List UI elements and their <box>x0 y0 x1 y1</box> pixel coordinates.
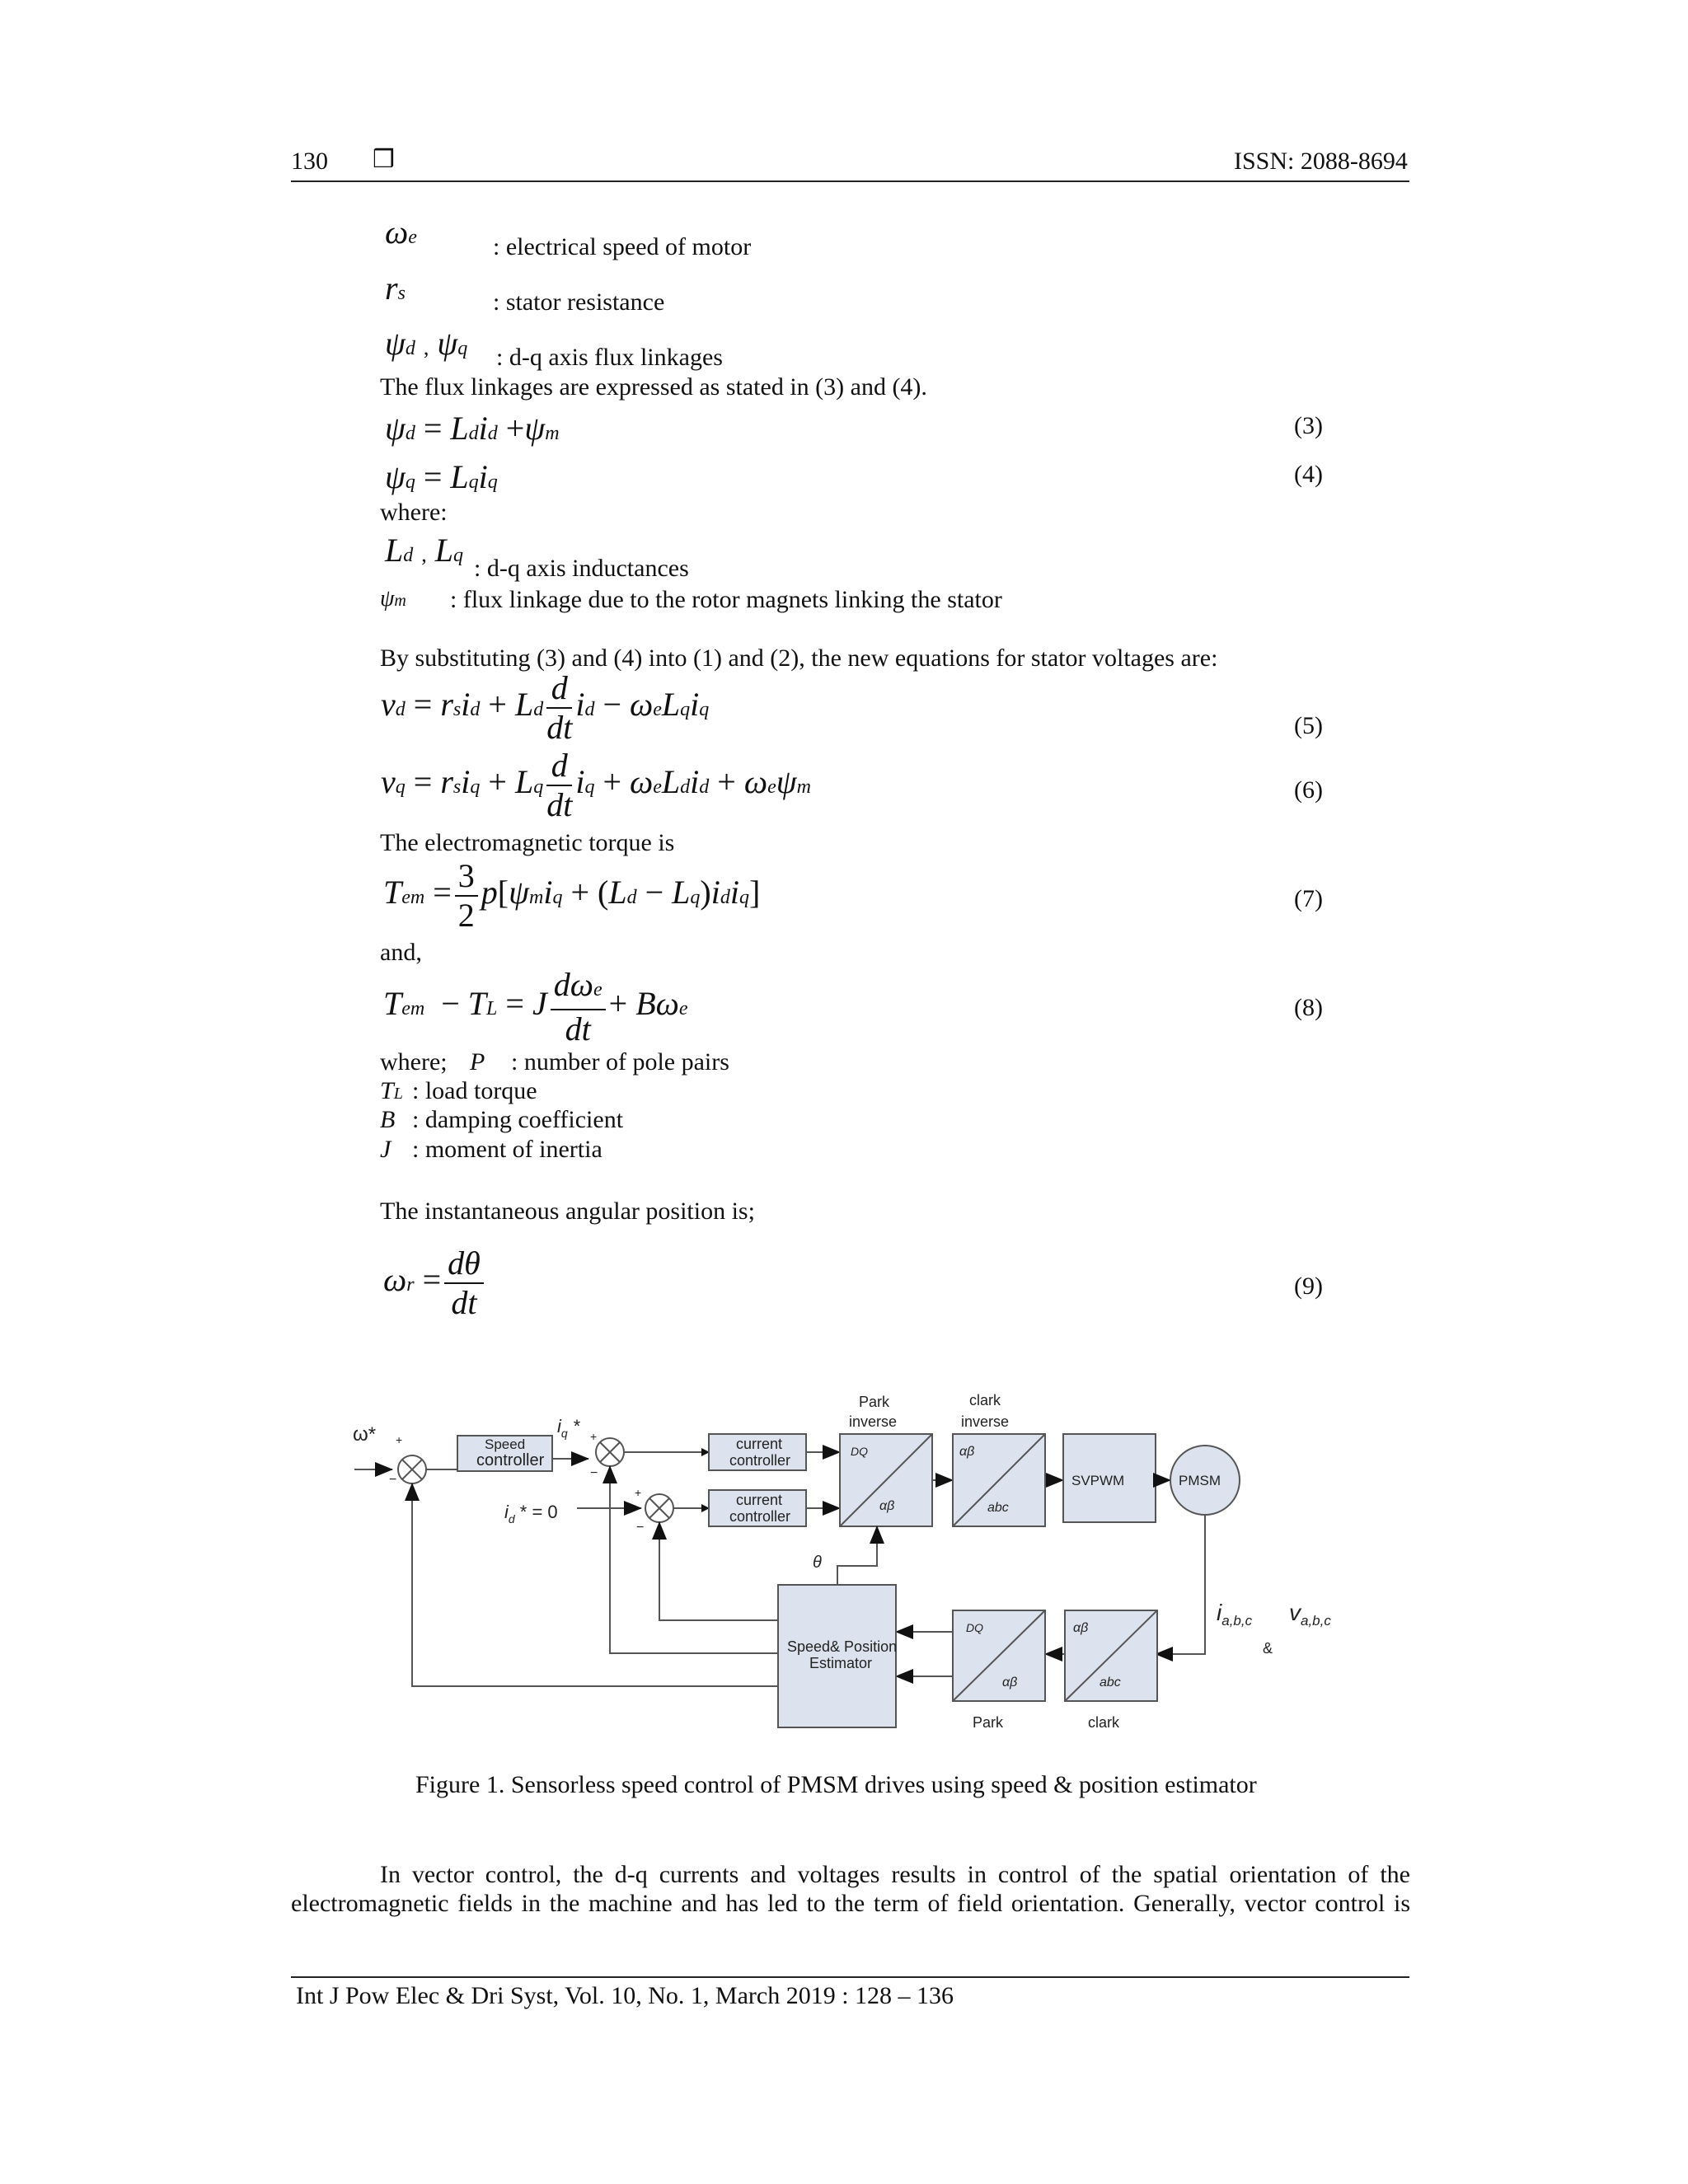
equation-6: vq = rsiq + Lq $\frac{d}{dt}$ iq + ωeLdid + ωeψm <box>381 747 811 823</box>
equation-3: ψd = Ldid +ψm <box>385 410 560 447</box>
eq-number-9: (9) <box>1294 1272 1323 1300</box>
ld-lq-desc: : d-q axis inductances <box>474 555 689 582</box>
substitute-text: By substituting (3) and (4) into (1) and (2), the new equations for stator voltages are: <box>380 644 1218 672</box>
equation-4: ψq = Lqiq <box>385 458 498 495</box>
v-abc-label: $v_{a,b,c}$ <box>1289 1600 1331 1629</box>
ld-lq-symbol: Ld , Lq <box>385 532 463 569</box>
torque-intro: The electromagnetic torque is <box>380 829 675 856</box>
estimator-label-2: Estimator <box>809 1655 873 1671</box>
park-dq: DQ <box>966 1621 983 1634</box>
equation-9: ωr = $\frac{d\theta}{dt}$ <box>383 1244 487 1322</box>
box-icon: ❒ <box>373 145 395 174</box>
plus-sign-3: + <box>635 1486 642 1499</box>
eq-number-8: (8) <box>1294 994 1323 1021</box>
park-label: Park <box>973 1714 1004 1731</box>
rs-symbol: rs <box>385 269 406 307</box>
speed-controller-label-2: controller <box>476 1451 545 1469</box>
eq-number-6: (6) <box>1294 776 1323 804</box>
eq-number-4: (4) <box>1294 461 1323 488</box>
j-symbol: J <box>380 1136 392 1163</box>
ampersand-label: & <box>1263 1640 1273 1657</box>
eq-number-7: (7) <box>1294 885 1323 912</box>
omega-e-symbol: ωe <box>385 213 417 251</box>
where-p-label: where; <box>380 1048 448 1076</box>
footer-citation: Int J Pow Elec & Dri Syst, Vol. 10, No. 1, March 2019 : 128 – 136 <box>296 1982 954 2009</box>
body-line-1: In vector control, the d-q currents and voltages results in control of the spatial orientation of the <box>380 1861 1410 1888</box>
park-inverse-label-1: Park <box>859 1394 890 1410</box>
current-controller-d-label-2: controller <box>729 1508 791 1525</box>
i-abc-label: $i_{a,b,c}$ <box>1217 1600 1253 1629</box>
speed-controller-label-1: Speed <box>485 1436 526 1452</box>
equation-5: vd = rsid + Ld $\frac{d}{dt}$ id − ωeLqiq <box>381 669 710 746</box>
minus-sign-2: − <box>590 1466 598 1480</box>
angular-text: The instantaneous angular position is; <box>380 1197 755 1225</box>
psi-m-desc: : flux linkage due to the rotor magnets linking the stator <box>450 586 1002 613</box>
clark-label: clark <box>1088 1714 1120 1731</box>
id-ref-label: $i_d$ * = 0 <box>504 1502 558 1526</box>
clark-inverse-abc: abc <box>987 1501 1009 1515</box>
clark-ab: αβ <box>1073 1621 1089 1635</box>
and-label: and, <box>380 939 422 966</box>
plus-sign-1: + <box>396 1433 403 1446</box>
clark-inverse-label-2: inverse <box>961 1413 1010 1430</box>
clark-inverse-label-1: clark <box>969 1392 1001 1408</box>
eq-number-3: (3) <box>1294 412 1323 439</box>
b-desc: : damping coefficient <box>412 1106 624 1133</box>
current-controller-q-label-1: current <box>736 1436 783 1452</box>
p-symbol: P <box>470 1048 485 1076</box>
current-controller-q-label-2: controller <box>729 1452 791 1469</box>
estimator-label-1: Speed& Position <box>787 1638 898 1655</box>
park-inverse-ab: αβ <box>879 1499 895 1513</box>
issn: ISSN: 2088-8694 <box>1234 148 1408 175</box>
theta-label: θ <box>813 1554 822 1572</box>
svpwm-label: SVPWM <box>1071 1473 1125 1488</box>
b-symbol: B <box>380 1106 396 1133</box>
footer-rule <box>291 1976 1409 1978</box>
minus-sign-1: − <box>389 1473 397 1487</box>
page-number: 130 <box>291 148 328 175</box>
tl-desc: : load torque <box>412 1077 537 1104</box>
psi-m-symbol: ψm <box>380 586 406 612</box>
omega-ref-label: ω* <box>353 1423 377 1446</box>
flux-intro: The flux linkages are expressed as stated in (3) and (4). <box>380 373 927 401</box>
current-controller-d-label-1: current <box>736 1492 783 1508</box>
clark-abc: abc <box>1100 1675 1121 1690</box>
body-line-2: electromagnetic fields in the machine and has led to the term of field orientation. Generally, vector control is <box>291 1890 1410 1917</box>
pmsm-label: PMSM <box>1179 1473 1221 1488</box>
minus-sign-3: − <box>636 1521 645 1535</box>
equation-7: Tem = $\frac{3}{2}$ p[ψmiq + (Ld − Lq)idiq] <box>383 857 761 934</box>
park-inverse-label-2: inverse <box>849 1413 898 1430</box>
psi-dq-desc: : d-q axis flux linkages <box>496 344 723 371</box>
iq-ref-label: $i_q$ * <box>557 1416 580 1440</box>
eq-number-5: (5) <box>1294 712 1323 739</box>
clark-inverse-ab: αβ <box>959 1445 975 1459</box>
omega-e-desc: : electrical speed of motor <box>493 233 752 260</box>
where-label: where: <box>380 499 448 526</box>
equation-8: Tem − TL = J $\frac{\text{dωe}}{dt}$ + Bωe <box>383 966 688 1047</box>
rs-desc: : stator resistance <box>493 288 665 316</box>
park-inverse-dq: DQ <box>851 1445 868 1458</box>
tl-symbol: TL <box>380 1077 403 1104</box>
park-ab: αβ <box>1002 1675 1018 1690</box>
psi-dq-symbol: ψd , ψq <box>385 325 468 362</box>
figure-caption: Figure 1. Sensorless speed control of PMSM drives using speed & position estimator <box>415 1771 1257 1798</box>
plus-sign-2: + <box>590 1430 598 1443</box>
p-desc: : number of pole pairs <box>511 1048 729 1076</box>
j-desc: : moment of inertia <box>412 1136 603 1163</box>
